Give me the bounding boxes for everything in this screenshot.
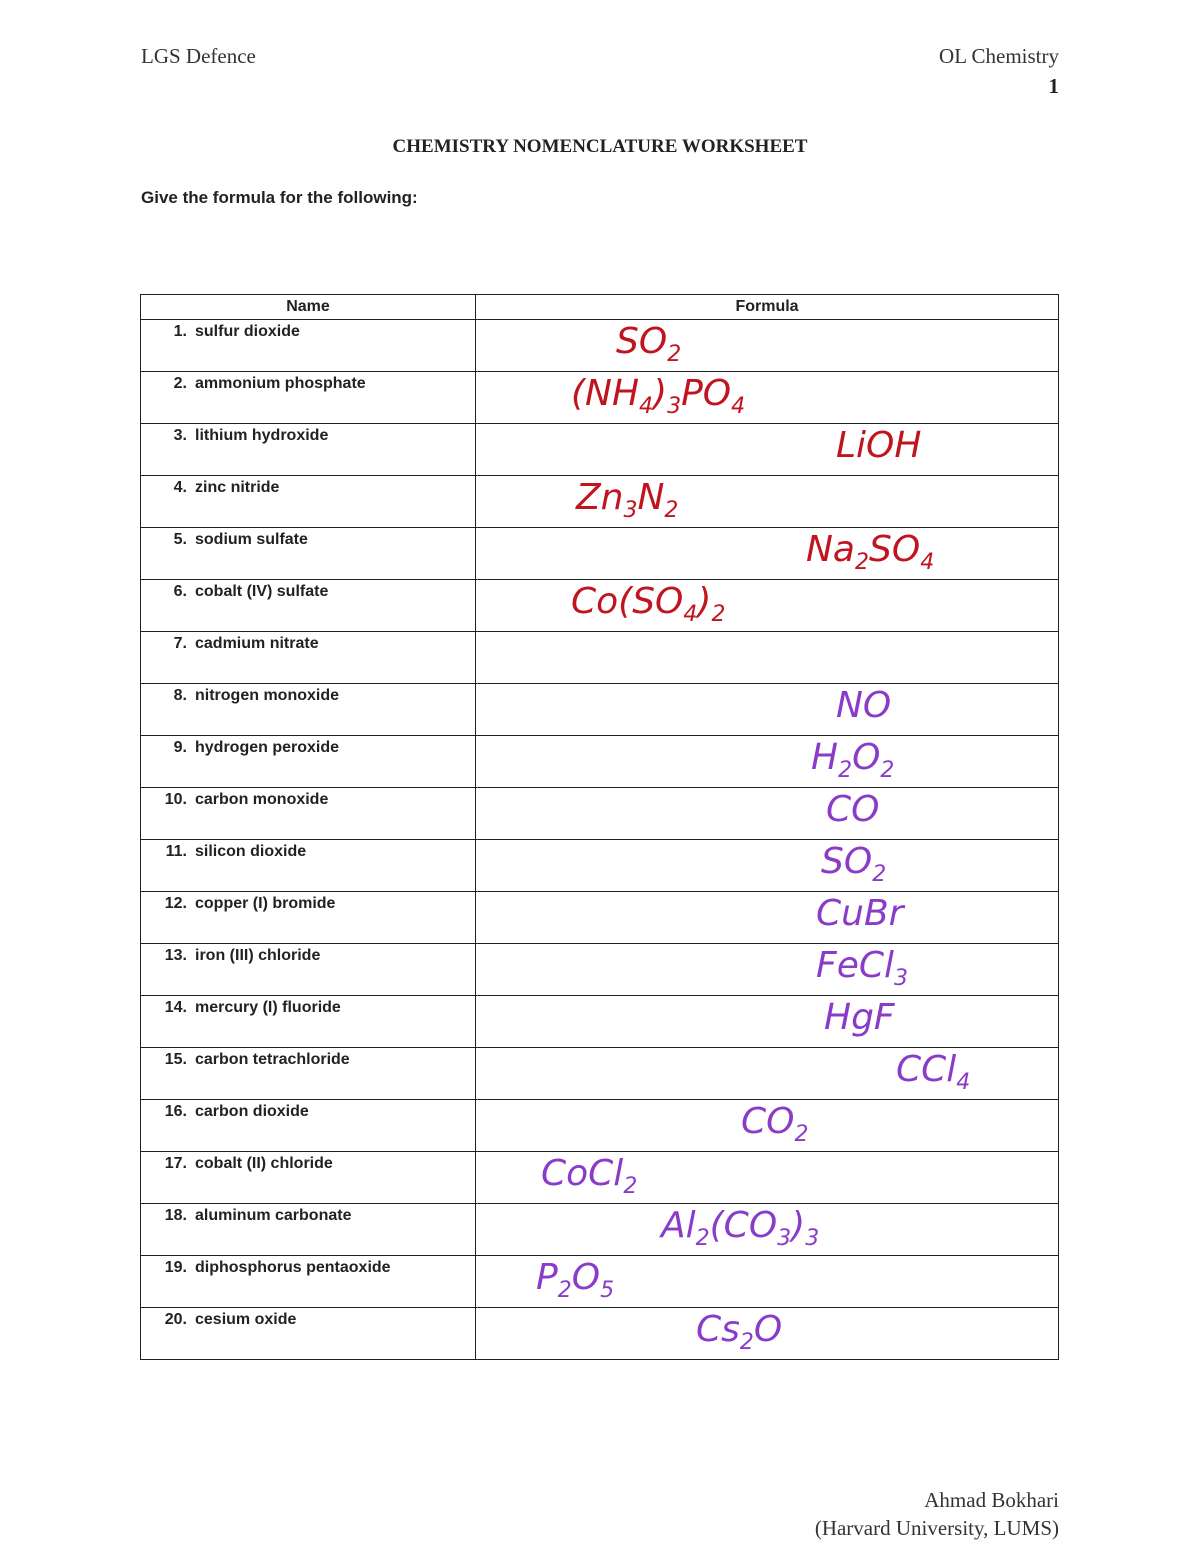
table-row [141,1204,1059,1256]
header-name: Name [141,295,476,320]
formula-cell [476,580,1059,632]
row-number: 13. [164,947,187,964]
handwritten-formula: CO [826,789,880,830]
row-number: 19. [164,1259,187,1276]
handwritten-formula: HgF [824,997,895,1038]
handwritten-formula: $Co(SO_4)_2$ [571,581,726,628]
table-row [141,632,1059,684]
row-number: 8. [173,687,187,704]
formula-cell [476,1048,1059,1100]
table-row [141,580,1059,632]
name-cell [141,1308,476,1360]
name-cell [141,320,476,372]
handwritten-formula: FeCl$_3$ [816,945,908,992]
header-formula: Formula [476,295,1059,320]
table-row [141,1152,1059,1204]
row-number: 12. [164,895,187,912]
handwritten-formula: $CO_2$ [741,1101,809,1148]
table-row [141,1100,1059,1152]
row-number: 18. [164,1207,187,1224]
compound-name: sodium sulfate [195,531,308,548]
name-cell [141,476,476,528]
header-left: LGS Defence [141,44,256,68]
row-number: 14. [164,999,187,1016]
compound-name: hydrogen peroxide [195,739,340,756]
compound-name: ammonium phosphate [195,375,366,392]
table-row [141,840,1059,892]
formula-cell [476,1308,1059,1360]
name-cell [141,580,476,632]
name-cell [141,944,476,996]
formula-cell [476,1256,1059,1308]
table-row [141,684,1059,736]
formula-cell [476,320,1059,372]
row-number: 20. [164,1311,187,1328]
row-number: 2. [173,375,187,392]
table-row [141,944,1059,996]
compound-name: sulfur dioxide [195,323,300,340]
row-number: 17. [164,1155,187,1172]
row-number: 7. [173,635,187,652]
name-cell [141,372,476,424]
formula-cell [476,944,1059,996]
handwritten-formula: $(NH_4)_3PO_4$ [571,373,746,420]
formula-cell [476,424,1059,476]
name-cell [141,736,476,788]
compound-name: mercury (I) fluoride [195,999,341,1016]
handwritten-formula: $Zn_3N_2$ [576,477,679,524]
table-row [141,1308,1059,1360]
name-cell [141,1204,476,1256]
name-cell [141,1100,476,1152]
row-number: 3. [173,427,187,444]
table-row [141,424,1059,476]
table-row [141,892,1059,944]
compound-name: aluminum carbonate [195,1207,352,1224]
handwritten-formula: $SO_2$ [821,841,887,888]
row-number: 16. [164,1103,187,1120]
handwritten-formula: CuBr [816,893,904,934]
formula-cell [476,1152,1059,1204]
compound-name: cadmium nitrate [195,635,319,652]
table-row [141,372,1059,424]
handwritten-formula: $P_2O_5$ [536,1257,615,1304]
table-row [141,736,1059,788]
table-row [141,320,1059,372]
handwritten-formula: $Al_2(CO_3)_3$ [661,1205,820,1252]
name-cell [141,528,476,580]
compound-name: carbon dioxide [195,1103,309,1120]
compound-name: nitrogen monoxide [195,687,339,704]
formula-cell [476,1204,1059,1256]
name-cell [141,684,476,736]
formula-cell [476,736,1059,788]
row-number: 9. [173,739,187,756]
footer-author: Ahmad Bokhari [924,1488,1059,1512]
compound-name: carbon tetrachloride [195,1051,350,1068]
handwritten-formula: $Na_2SO_4$ [806,529,935,576]
footer-affiliation: (Harvard University, LUMS) [814,1516,1059,1540]
formula-cell [476,788,1059,840]
formula-cell [476,372,1059,424]
formula-cell [476,632,1059,684]
compound-name: iron (III) chloride [195,947,321,964]
compound-name: zinc nitride [195,479,280,496]
formula-cell [476,840,1059,892]
handwritten-formula: CoCl$_2$ [541,1153,638,1200]
row-number: 4. [173,479,187,496]
name-cell [141,632,476,684]
formula-cell [476,1100,1059,1152]
compound-name: cobalt (II) chloride [195,1155,333,1172]
row-number: 6. [173,583,187,600]
handwritten-formula: CCl$_4$ [896,1049,971,1096]
compound-name: lithium hydroxide [195,427,329,444]
handwritten-formula: $Cs_2O$ [696,1309,783,1356]
compound-name: copper (I) bromide [195,895,336,912]
table-row [141,476,1059,528]
header-right: OL Chemistry [939,44,1059,68]
name-cell [141,892,476,944]
handwritten-formula: LiOH [836,425,922,466]
table-row [141,788,1059,840]
handwritten-formula: $H_2O_2$ [811,737,895,784]
name-cell [141,788,476,840]
formula-cell [476,528,1059,580]
formula-cell [476,684,1059,736]
row-number: 10. [164,791,187,808]
name-cell [141,1048,476,1100]
formula-cell [476,996,1059,1048]
compound-name: cesium oxide [195,1311,297,1328]
row-number: 15. [164,1051,187,1068]
formula-cell [476,892,1059,944]
compound-name: silicon dioxide [195,843,307,860]
nomenclature-table [140,294,1059,1360]
compound-name: carbon monoxide [195,791,329,808]
handwritten-formula: NO [836,685,892,726]
row-number: 11. [165,843,187,860]
table-row [141,1048,1059,1100]
name-cell [141,1256,476,1308]
name-cell [141,996,476,1048]
table-row [141,528,1059,580]
name-cell [141,424,476,476]
name-cell [141,840,476,892]
compound-name: diphosphorus pentaoxide [195,1259,391,1276]
name-cell [141,1152,476,1204]
table-row [141,996,1059,1048]
table-header-row [141,295,1059,320]
formula-cell [476,476,1059,528]
row-number: 5. [173,531,187,548]
page-title: CHEMISTRY NOMENCLATURE WORKSHEET [392,136,808,157]
instruction: Give the formula for the following: [141,188,418,207]
compound-name: cobalt (IV) sulfate [195,583,329,600]
table-row [141,1256,1059,1308]
handwritten-formula: $SO_2$ [616,321,682,368]
row-number: 1. [173,323,187,340]
page-number: 1 [1048,74,1059,98]
